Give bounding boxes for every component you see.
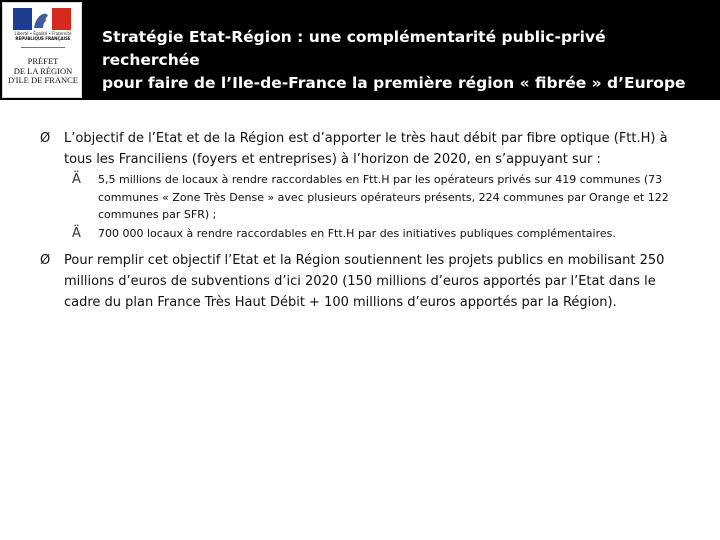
sub-bullet-private-text: 5,5 millions de locaux à rendre raccordables en Ftt.H par les opérateurs privés sur 419 communes (73 communes « Zone Très Dense » avec plusieurs opérateurs présents, 224 communes par Orange et 122 communes par SFR) ; xyxy=(98,173,669,221)
logo-prefect-line-3: D'ILE DE FRANCE xyxy=(7,75,78,85)
slide-content xyxy=(40,128,690,313)
arrow-bullet-icon: Ø xyxy=(40,131,51,146)
slide-title xyxy=(102,26,702,95)
bullet-funding-text: Pour remplir cet objectif l’Etat et la Région soutiennent les projets publics en mobilisant 250 millions d’euros de subventions d’ici 2020 (150 millions d’euros apportés par l’Etat dans le cadre du plan France Très Haut Débit + 100 millions d’euros apportés par la Région). xyxy=(64,253,665,310)
logo-prefect-line-2: DE LA RÉGION xyxy=(13,65,73,76)
bullet-objective-text: L’objectif de l’Etat et de la Région est d’apporter le très haut débit par fibre optique (Ftt.H) à tous les Franciliens (foyers et entreprises) à l’horizon de 2020, en s’appuyant sur : xyxy=(64,131,668,167)
sub-bullet-public-text: 700 000 locaux à rendre raccordables en Ftt.H par des initiatives publiques complémentaires. xyxy=(98,226,616,240)
bullet-funding xyxy=(40,250,690,313)
bullet-objective xyxy=(40,128,690,170)
logo-republic: RÉPUBLIQUE FRANÇAISE xyxy=(15,36,71,41)
slide-title-line-2: pour faire de l’Ile-de-France la première région « fibrée » d’Europe xyxy=(102,74,686,92)
logo-motto: Liberté • Égalité • Fraternité xyxy=(14,31,72,36)
logo-prefect-line-1: PRÉFET xyxy=(27,56,59,66)
prefecture-logo xyxy=(2,2,82,98)
sub-bullet-private xyxy=(64,171,690,224)
logo-prefect-text xyxy=(7,57,79,86)
logo-divider xyxy=(21,47,65,48)
arrow-bullet-icon: Ø xyxy=(40,253,51,268)
sub-bullet-public xyxy=(64,225,690,243)
header-bar xyxy=(0,0,720,100)
check-bullet-icon: Ä xyxy=(72,225,81,241)
slide-title-line-1: Stratégie Etat-Région : une complémentarité public-privé recherchée xyxy=(102,28,606,69)
marianne-flag-icon xyxy=(13,8,71,30)
sub-bullet-list xyxy=(40,171,690,242)
check-bullet-icon: Ä xyxy=(72,172,81,187)
